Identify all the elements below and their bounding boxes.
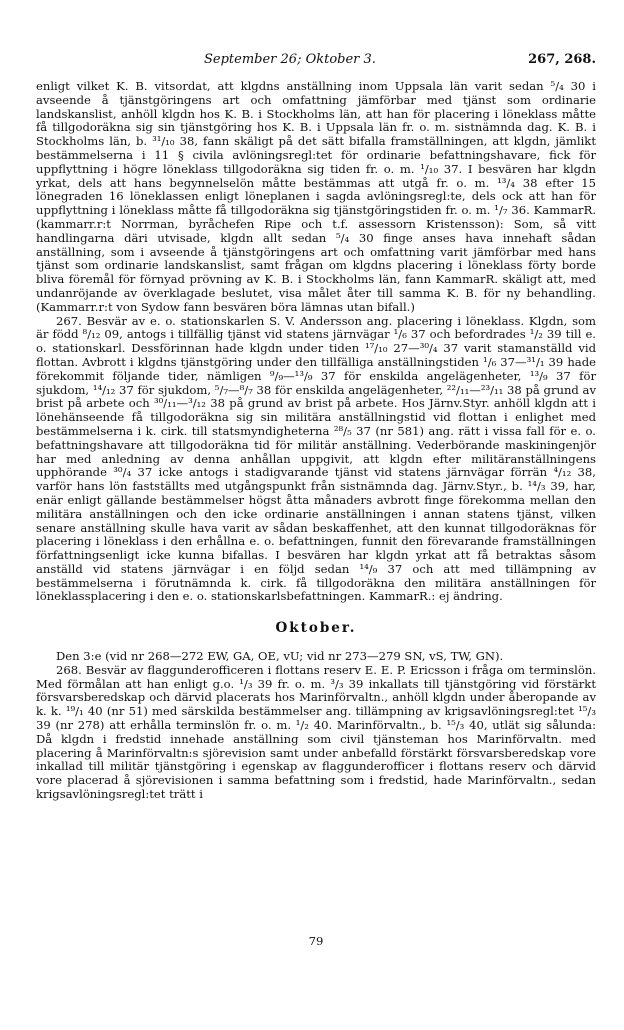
running-header [36,52,596,72]
page-number: 79 [308,934,324,948]
paragraph-continued: enligt vilket K. B. vitsordat, att klgdns anställning inom Uppsala län varit sedan ⁵/₄ 30 i avseende å tjänstgöringens art och omfattning jämförbar med tjänst som ordinarie landskanslist, anhöll klgdn hos K. B. i Stockholms län, att han för placering i löneklass måtte få tillgodoräkna sig sin tjänstgöring hos K. B. i Uppsala län fr. o. m. sistnämnda dag. K. B. i Stockholms län, b. ³¹/₁₀ 38, fann skäligt på det sätt bifalla framställningen, att klgdn, jämlikt bestämmelserna i 11 § civila avlöningsregl:tet för ordinarie befattningshavare, fick för uppflyttning i högre löneklass tillgodoräkna sig tiden fr. o. m. ¹/₁₀ 37. I besvären har klgdn yrkat, dels att hans begynnelselön måtte bestämmas att utgå fr. o. m. ¹³/₄ 38 efter 15 lönegraden 16 löneklassen enligt löneplanen i sagda avlöningsregl:te, dels ock att han för uppflyttning i löneklass måtte få tillgodoräkna sig tjänstgöringstiden fr. o. m. ¹/₇ 36. KammarR. (kammarr.r:t Norrman, byråchefen Ripe och t.f. assessorn Kristensson): Som, så vitt handlingarna däri utvisade, klgdn allt sedan ⁵/₄ 30 finge anses hava innehaft sådan anställning, som i avseende å tjänstgöringens art och omfattning varit jämförbar med hans tjänst som ordinarie landskanslist, samt frågan om klgdns placering i löneklass förty borde bliva föremål för förnyad prövning av K. B. i Stockholms län, fann KammarR. skäligt att, med undanröjande av överklagade beslutet, visa målet åter till samma K. B. för ny behandling. (Kammarr.r:t von Sydow fann besvären böra lämnas utan bifall.) [36,79,596,314]
document-body [36,80,596,802]
header-case-numbers: 267, 268. [528,52,596,67]
header-title: September 26; Oktober 3. [204,52,376,67]
paragraph-case-267: 267. Besvär av e. o. stationskarlen S. V. Andersson ang. placering i löneklass. Klgdn, som är född ⁸/₁₂ 09, antogs i tillfällig tjänst vid statens järnvägar ¹/₆ 37 och befordrades ¹/₂ 39 till e. o. stationskarl. Dessförinnan hade klgdn under tiden ¹⁷/₁₀ 27—³⁰/₄ 37 varit stamanställd vid flottan. Avbrott i klgdns tjänstgöring under den tillfälliga anställningstiden ¹/₆ 37—³¹/₁ 39 hade förekommit följande tider, nämligen ⁹/₉—¹³/₉ 37 för enskilda angelägenheter, ¹³/₉ 37 för sjukdom, ¹⁴/₁₂ 37 för sjukdom, ⁵/₇—⁸/₇ 38 för enskilda angelägenheter, ²²/₁₁—²³/₁₁ 38 på grund av brist på arbete och ³⁰/₁₁—³/₁₂ 38 på grund av brist på arbete. Hos Järnv.Styr. anhöll klgdn att i lönehänseende få tillgodoräkna sig sin militära anställningstid vid flottan i enlighet med bestämmelserna i k. cirk. till statsmyndigheterna ²⁸/₅ 37 (nr 581) ang. rätt i vissa fall för e. o. befattningshavare att tillgodoräkna tid för militär anställning. Vederbörande maskiningenjör har med anledning av denna anhållan uppgivit, att klgdn efter militäranställningens upphörande ³⁰/₄ 37 icke antogs i stadigvarande tjänst vid statens järnvägar förrän ⁴/₁₂ 38, varför hans lön fastställts med utgångspunkt från sistnämnda dag. Järnv.Styr., b. ¹⁴/₃ 39, har, enär enligt gällande bestämmelser högst åtta månaders avbrott finge förekomma mellan den militära anställningen och den icke ordinarie anställningen i annan statens tjänst, vilken senare anställning skulle hava varit av sådan beskaffenhet, att den kunnat tillgodoräknas för placering i löneklass i den erhållna e. o. befattningen, funnit den förevarande framställningen författningsenligt icke kunna bifallas. I besvären har klgdn yrkat att få betraktas såsom anställd vid statens järnvägar i en följd sedan ¹⁴/₉ 37 och att med tillämpning av bestämmelserna i förutnämnda k. cirk. få tillgodoräkna den militära anställningen för löneklassplacering i den e. o. stationskarlsbefattningen. KammarR.: ej ändring. [36,313,596,604]
section-heading: Oktober. [275,620,357,637]
paragraph-date-line: Den 3:e (vid nr 268—272 EW, GA, OE, vU; vid nr 273—279 SN, vS, TW, GN). [56,649,504,664]
document-page [36,52,596,948]
paragraph-case-268: 268. Besvär av flaggunderofficeren i flottans reserv E. E. P. Ericsson i fråga om terminslön. Med förmålan att han enligt g.o. ¹/₃ 39 fr. o. m. ³/₃ 39 inkallats till tjänstgöring vid förstärkt försvarsberedskap och därvid placerats hos Marinförvaltn., anhöll klgdn under åberopande av k. k. ¹⁹/₁ 40 (nr 51) med särskilda bestämmelser ang. tillämpning av krigsavlöningsregl:tet ¹⁵/₃ 39 (nr 278) att erhålla terminslön fr. o. m. ¹/₂ 40. Marinförvaltn., b. ¹⁵/₃ 40, utlät sig sålunda: Då klgdn i fredstid innehade anställning som civil tjänsteman hos Marinförvaltn. med placering å Marinförvaltn:s sjörevision samt under anbefalld förstärkt försvarsberedskap vore inkallad till militär tjänstgöring i egenskap av flaggunderofficer i flottans reserv och därvid vore placerad å sjörevisionen i samma befattning som i fredstid, hade Marinförvaltn., sedan krigsavlöningsregl:tet trätt i [36,662,596,802]
